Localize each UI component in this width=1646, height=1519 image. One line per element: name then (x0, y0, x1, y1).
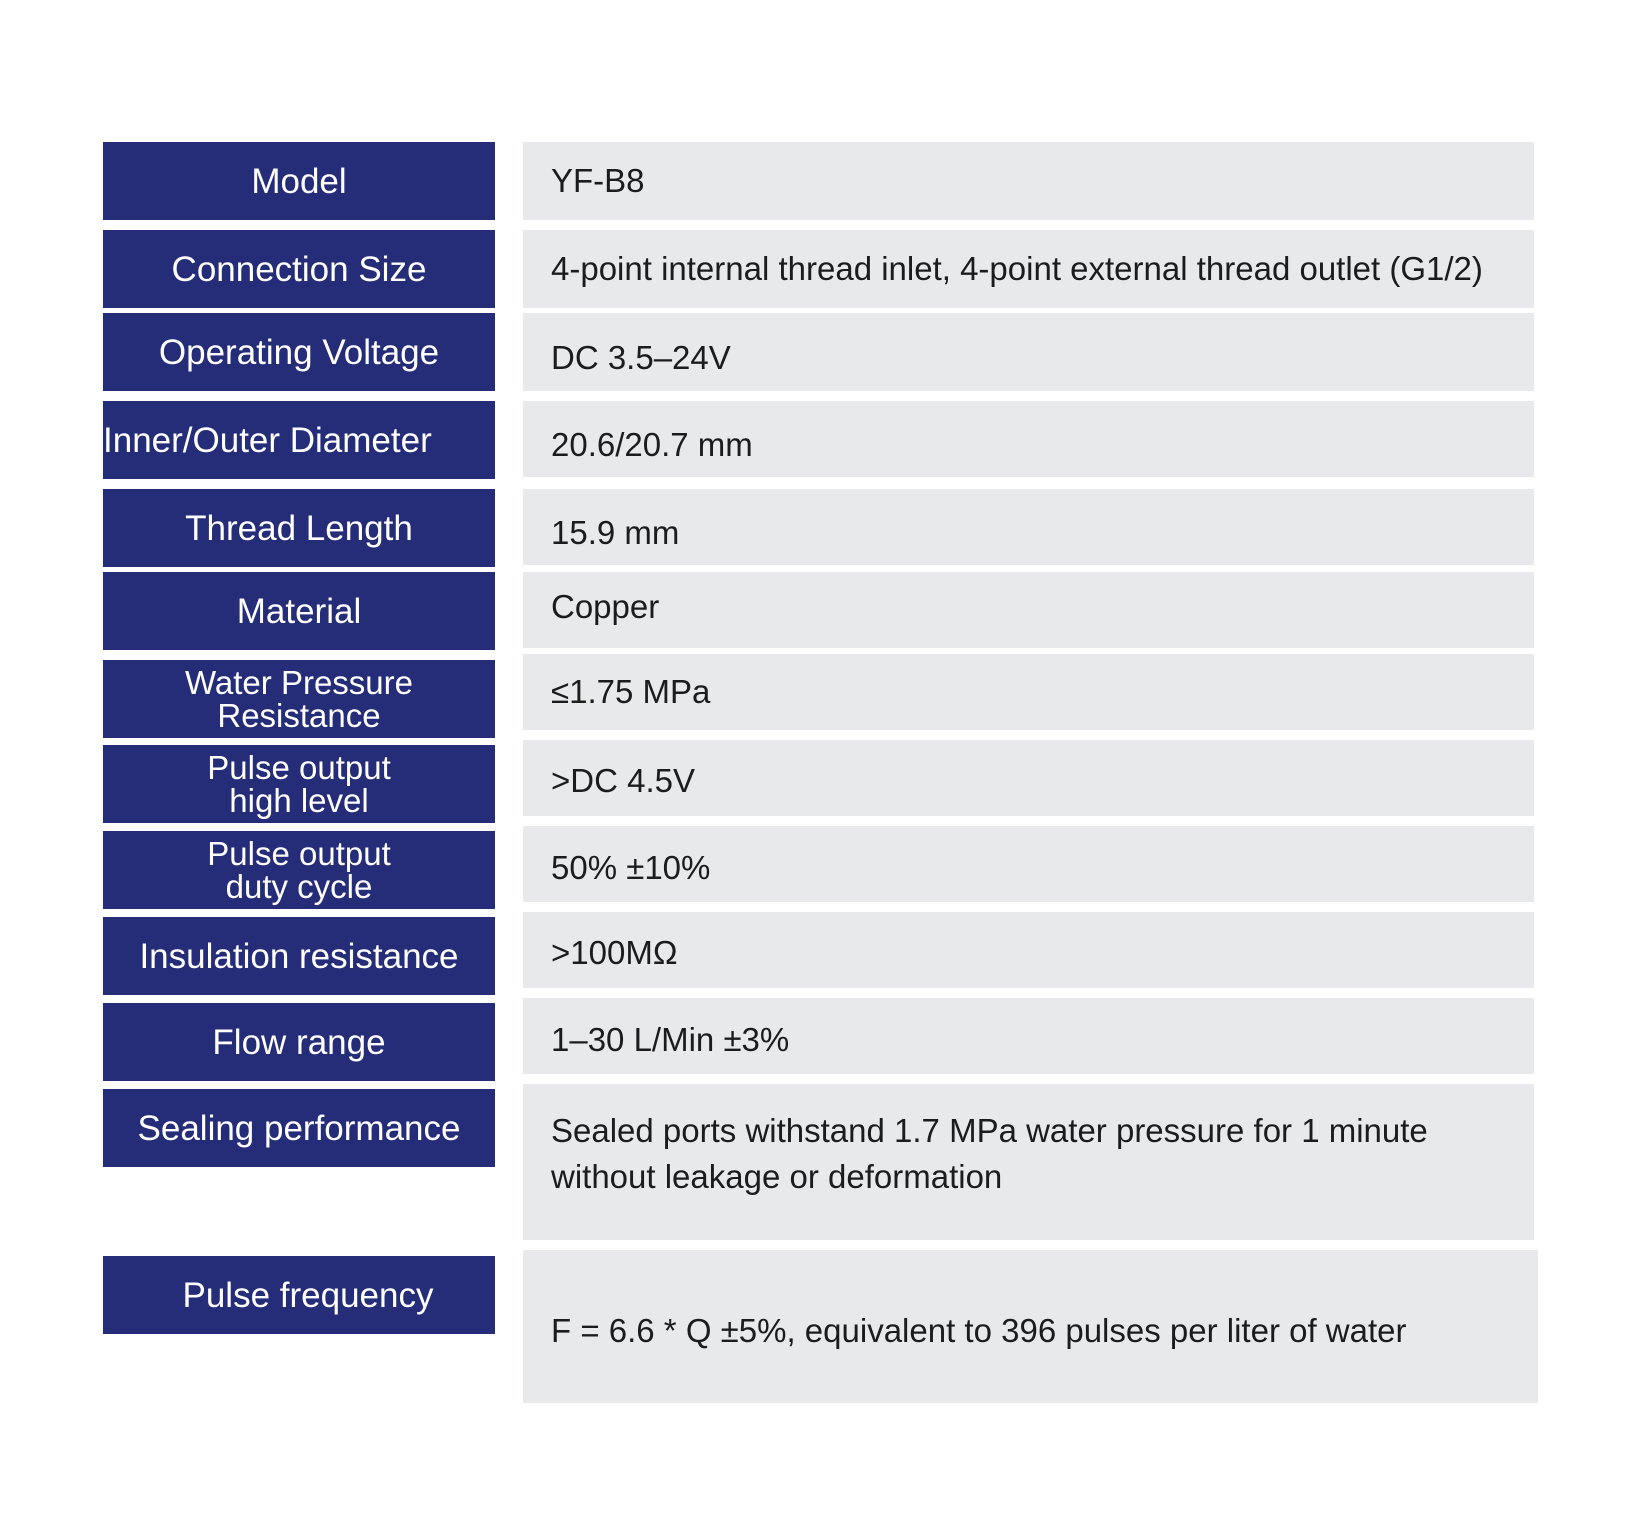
spec-label: Insulation resistance (103, 917, 495, 995)
spec-label: Thread Length (103, 489, 495, 567)
spec-value: 1–30 L/Min ±3% (523, 998, 1534, 1074)
spec-label: Inner/Outer Diameter (103, 401, 495, 479)
spec-value: 15.9 mm (523, 489, 1534, 565)
spec-label: Pulse output duty cycle (103, 831, 495, 909)
spec-label: Material (103, 572, 495, 650)
spec-label: Operating Voltage (103, 313, 495, 391)
spec-value: 4-point internal thread inlet, 4-point external thread outlet (G1/2) (523, 230, 1534, 308)
spec-value: 50% ±10% (523, 826, 1534, 902)
spec-value: >100MΩ (523, 912, 1534, 988)
spec-label: Flow range (103, 1003, 495, 1081)
spec-label: Pulse frequency (103, 1256, 495, 1334)
spec-value: ≤1.75 MPa (523, 654, 1534, 730)
spec-label: Model (103, 142, 495, 220)
spec-label: Pulse output high level (103, 745, 495, 823)
spec-value: F = 6.6 * Q ±5%, equivalent to 396 pulses per liter of water (523, 1250, 1538, 1403)
spec-label: Sealing performance (103, 1089, 495, 1167)
spec-value: YF-B8 (523, 142, 1534, 220)
spec-label: Water Pressure Resistance (103, 660, 495, 738)
spec-label: Connection Size (103, 230, 495, 308)
spec-value: >DC 4.5V (523, 740, 1534, 816)
spec-value: DC 3.5–24V (523, 313, 1534, 391)
spec-value: Copper (523, 572, 1534, 648)
spec-value: 20.6/20.7 mm (523, 401, 1534, 477)
spec-value: Sealed ports withstand 1.7 MPa water pressure for 1 minute without leakage or deformation (523, 1084, 1534, 1240)
